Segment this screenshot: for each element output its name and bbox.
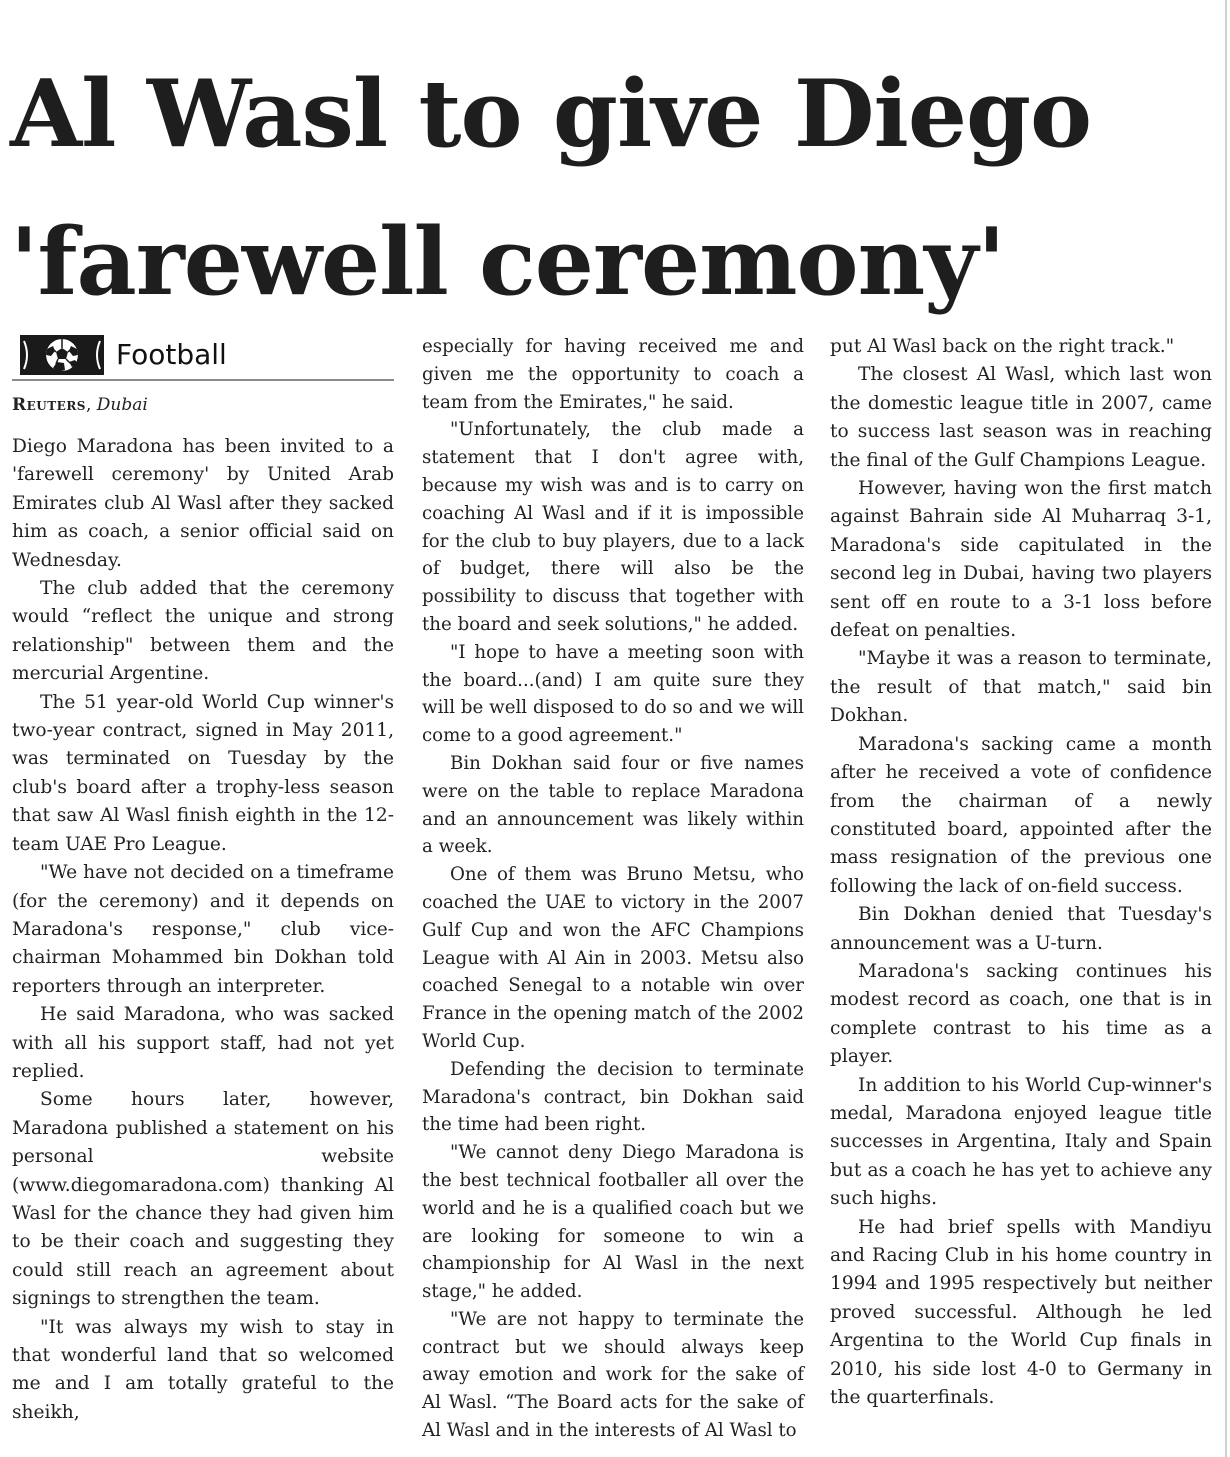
edge-rule: [1225, 0, 1227, 1457]
paragraph: "We are not happy to terminate the contract but we should always keep away emotion and work for the sake of Al Wasl. “The Board acts for the sake of Al Wasl and in the interests of Al Wasl to: [422, 1308, 804, 1442]
paragraph: However, having won the first match against Bahrain side Al Muharraq 3-1, Maradona's side capitulated in the second leg in Dubai, having two players sent off en route to a 3-1 loss before defeat on penalties.: [830, 478, 1212, 642]
paragraph: He had brief spells with Mandiyu and Racing Club in his home country in 1994 and 1995 respectively but neither proved successful. Although he led Argentina to the World Cup finals in 2010, his side lost 4-0 to Germany in the quarterfinals.: [830, 1216, 1212, 1409]
paragraph: Some hours later, however, Maradona published a statement on his personal website (www.diegomaradona.com) thanking Al Wasl for the chance they had given him to be their coach and suggesting they could still reach an agreement about signings to strengthen the team.: [12, 1089, 394, 1310]
byline-separator: ,: [85, 395, 92, 415]
paragraph: The closest Al Wasl, which last won the domestic league title in 2007, came to success last season was in reaching the final of the Gulf Champions League.: [830, 364, 1212, 471]
paragraph: "It was always my wish to stay in that wonderful land that so welcomed me and I am totally grateful to the sheikh,: [12, 1316, 394, 1423]
paragraph: Bin Dokhan said four or five names were on the table to replace Maradona and an announcement was likely within a week.: [422, 752, 804, 858]
article-column-3: [830, 333, 1212, 1412]
football-icon: [20, 335, 104, 375]
paragraph: "I hope to have a meeting soon with the board...(and) I am quite sure they will be well disposed to do so and we will come to a good agreement.": [422, 641, 804, 747]
paragraph: Defending the decision to terminate Maradona's contract, bin Dokhan said the time had been right.: [422, 1058, 804, 1136]
byline-agency: Reuters: [12, 395, 86, 415]
paragraph: "Maybe it was a reason to terminate, the result of that match," said bin Dokhan.: [830, 648, 1212, 727]
paragraph: Bin Dokhan denied that Tuesday's announcement was a U-turn.: [830, 904, 1212, 954]
headline: [10, 40, 1215, 336]
paragraph: The 51 year-old World Cup winner's two-year contract, signed in May 2011, was terminated on Tuesday by the club's board after a trophy-less season that saw Al Wasl finish eighth in the 12-team UAE Pro League.: [12, 691, 394, 855]
paragraph: "We cannot deny Diego Maradona is the best technical footballer all over the world and he is a qualified coach but we are looking for someone to win a championship for Al Wasl in the next stage," he added.: [422, 1142, 804, 1303]
section-label: [12, 333, 394, 381]
headline-line-1: Al Wasl to give Diego: [10, 59, 1092, 168]
headline-line-2: 'farewell ceremony': [10, 207, 1005, 316]
paragraph: Maradona's sacking came a month after he received a vote of confidence from the chairman of a newly constituted board, appointed after the mass resignation of the previous one following the lack of on-field success.: [830, 733, 1212, 897]
paragraph: especially for having received me and given me the opportunity to coach a team from the Emirates," he said.: [422, 336, 804, 413]
article-column-2: [422, 333, 804, 1445]
byline: [12, 391, 394, 417]
paragraph: One of them was Bruno Metsu, who coached the UAE to victory in the 2007 Gulf Cup and won the AFC Champions League with Al Ain in 2003. Metsu also coached Senegal to a notable win over France in the opening match of the 2002 World Cup.: [422, 864, 804, 1052]
paragraph: "We have not decided on a timeframe (for the ceremony) and it depends on Maradona's response," club vice-chairman Mohammed bin Dokhan told reporters through an interpreter.: [12, 862, 394, 997]
article-column-1: [12, 333, 394, 1427]
paragraph: In addition to his World Cup-winner's medal, Maradona enjoyed league title successes in Argentina, Italy and Spain but as a coach he has yet to achieve any such highs.: [830, 1074, 1212, 1210]
paragraph: "Unfortunately, the club made a statement that I don't agree with, because my wish was and is to carry on coaching Al Wasl and if it is impossible for the club to buy players, due to a lack of budget, there will also be the possibility to discuss that together with the board and seek solutions," he added.: [422, 419, 804, 635]
paragraph: put Al Wasl back on the right track.": [830, 336, 1175, 357]
paragraph: Diego Maradona has been invited to a 'farewell ceremony' by United Arab Emirates club Al Wasl after they sacked him as coach, a senior official said on Wednesday.: [12, 436, 394, 571]
paragraph: Maradona's sacking continues his modest record as coach, one that is in complete contrast to his time as a player.: [830, 960, 1212, 1068]
paragraph: He said Maradona, who was sacked with all his support staff, had not yet replied.: [12, 1004, 394, 1082]
section-label-text: Football: [116, 338, 227, 371]
byline-place: Dubai: [96, 395, 148, 415]
paragraph: The club added that the ceremony would “reflect the unique and strong relationship" between them and the mercurial Argentine.: [12, 578, 394, 685]
